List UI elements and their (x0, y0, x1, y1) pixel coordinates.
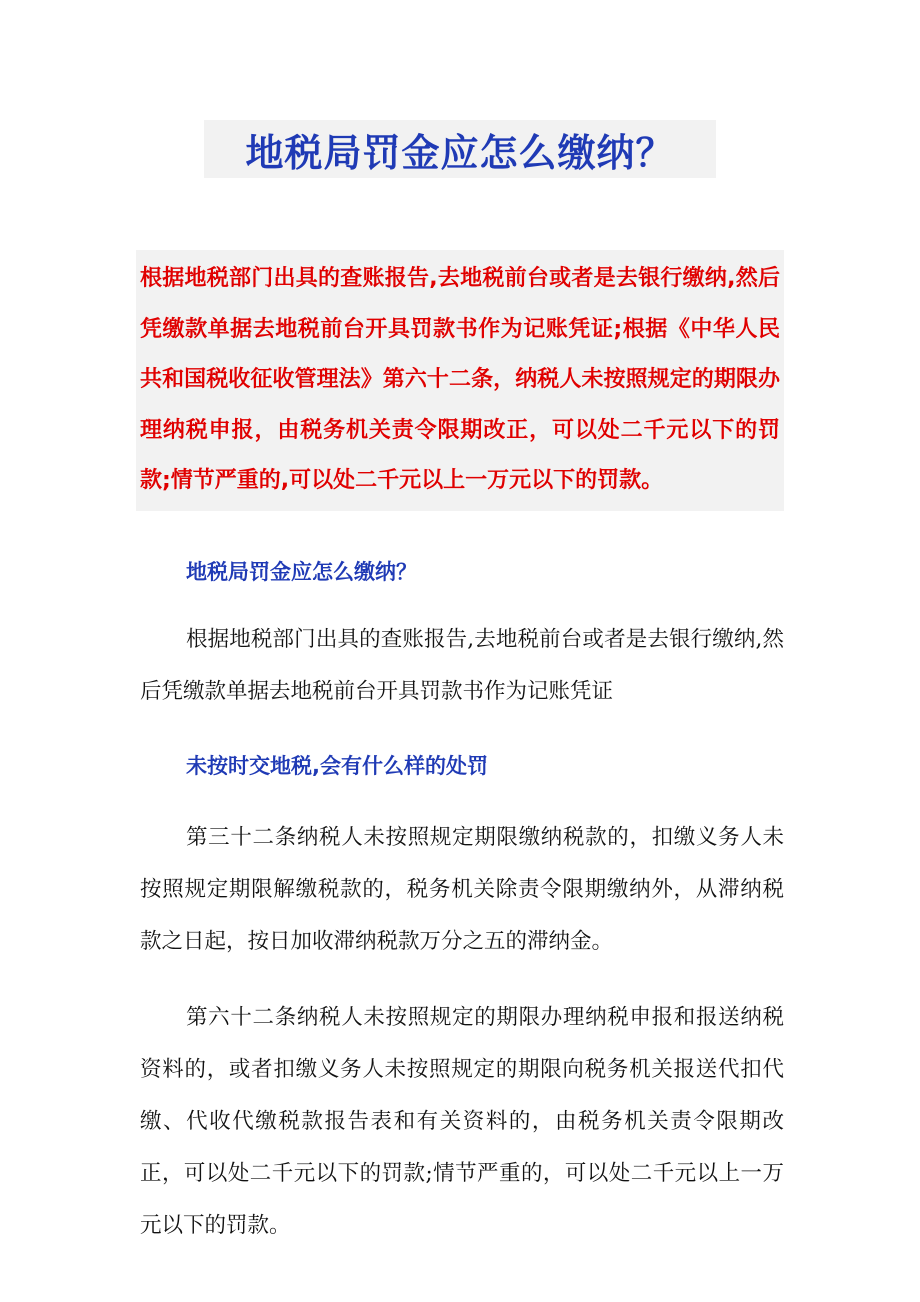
summary-paragraph: 根据地税部门出具的查账报告,去地税前台或者是去银行缴纳,然后凭缴款单据去地税前台开具罚款书作为记账凭证;根据《中华人民共和国税收征收管理法》第六十二条，纳税人未按照规定的期限办理纳税申报，由税务机关责令限期改正，可以处二千元以下的罚款;情节严重的,可以处二千元以上一万元以下的罚款。 (140, 266, 780, 493)
title-highlight (204, 120, 716, 178)
summary-highlight (136, 250, 784, 511)
section-paragraph-article-32: 第三十二条纳税人未按照规定期限缴纳税款的，扣缴义务人未按照规定期限解缴税款的，税务机关除责令限期缴纳外，从滞纳税款之日起，按日加收滞纳税款万分之五的滞纳金。 (140, 825, 784, 954)
section-heading-penalty: 未按时交地税,会有什么样的处罚 (186, 754, 488, 778)
article-body (140, 552, 784, 1252)
page-title: 地税局罚金应怎么缴纳？ (245, 130, 675, 175)
section-heading-payment: 地税局罚金应怎么缴纳？ (186, 560, 417, 584)
section-paragraph-payment: 根据地税部门出具的查账报告,去地税前台或者是去银行缴纳,然后凭缴款单据去地税前台开具罚款书作为记账凭证 (140, 627, 784, 704)
section-paragraph-article-62: 第六十二条纳税人未按照规定的期限办理纳税申报和报送纳税资料的，或者扣缴义务人未按照规定的期限向税务机关报送代扣代缴、代收代缴税款报告表和有关资料的，由税务机关责令限期改正，可以处二千元以下的罚款;情节严重的，可以处二千元以上一万元以下的罚款。 (140, 1005, 784, 1238)
